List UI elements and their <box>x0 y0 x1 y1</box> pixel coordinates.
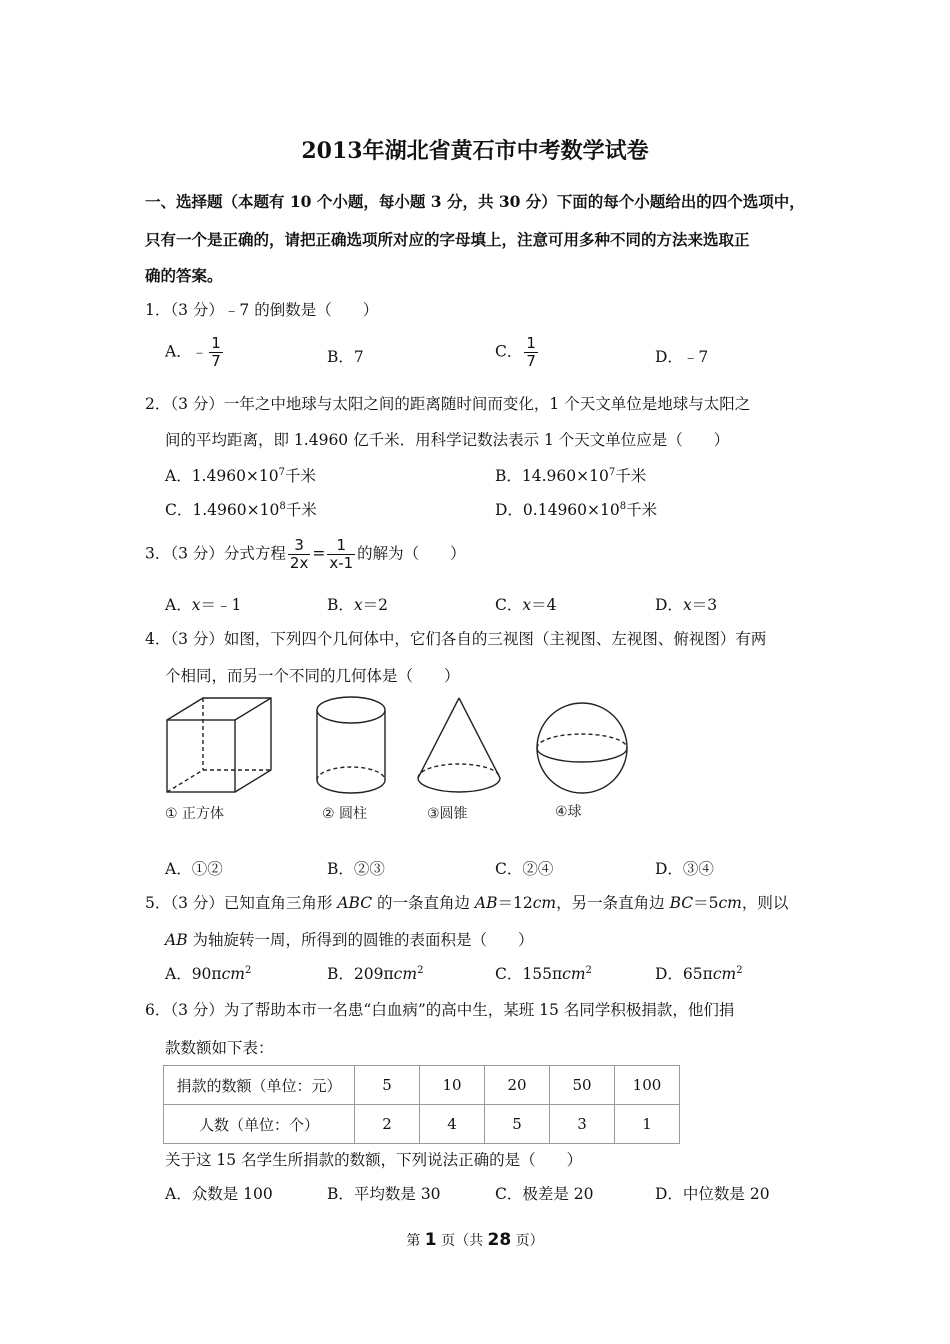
table-cell: 2 <box>355 1105 420 1144</box>
q5-option-d: D．65πcm$^2$ <box>655 965 743 983</box>
table-cell: 5 <box>485 1105 550 1144</box>
q1-option-b: B．7 <box>327 348 364 366</box>
q2-stem-line-2: 间的平均距离，即 1.4960 亿千米．用科学记数法表示 1 个天文单位应是（ ） <box>165 431 730 449</box>
q3-option-d: D．x＝3 <box>655 596 718 614</box>
q1-option-a: A．﹣ $\frac{1}{7}$ <box>165 334 221 370</box>
table-cell: 20 <box>485 1066 550 1105</box>
q4-solids-figure <box>155 690 655 830</box>
q4-option-c: C．②④ <box>495 860 554 878</box>
page-total: 28 <box>487 1230 512 1250</box>
q1-stem: 1．（3 分）﹣7 的倒数是（ ） <box>145 301 379 319</box>
page-number: 1 <box>424 1230 437 1250</box>
section-intro-line-3: 确的答案。 <box>145 266 223 285</box>
sphere-label: ④球 <box>555 804 582 820</box>
cylinder-label: ② 圆柱 <box>322 806 368 822</box>
table-cell: 100 <box>615 1066 680 1105</box>
q6-option-b: B．平均数是 30 <box>327 1185 441 1203</box>
q4-stem-line-2: 个相同，而另一个不同的几何体是（ ） <box>165 667 460 685</box>
q3-option-a: A．x＝﹣1 <box>165 596 242 614</box>
q4-option-d: D．③④ <box>655 860 714 878</box>
table-cell: 5 <box>355 1066 420 1105</box>
q1-option-d: D．﹣7 <box>655 348 709 366</box>
q6-stem-line-2: 款数额如下表： <box>165 1039 274 1057</box>
q6-stem-line-1: 6．（3 分）为了帮助本市一名患“白血病”的高中生，某班 15 名同学积极捐款，他们捐 <box>145 1001 735 1019</box>
cylinder-shape <box>317 697 385 793</box>
q6-option-a: A．众数是 100 <box>165 1185 273 1203</box>
q4-option-a: A．①② <box>165 860 223 878</box>
q5-option-a: A．90πcm$^2$ <box>165 965 252 983</box>
table-cell: 3 <box>550 1105 615 1144</box>
q6-option-c: C．极差是 20 <box>495 1185 594 1203</box>
table-cell: 4 <box>420 1105 485 1144</box>
cone-label: ③圆锥 <box>427 806 468 822</box>
cone-shape <box>418 698 500 792</box>
page-title: 2013年湖北省黄石市中考数学试卷 <box>301 138 649 164</box>
table-cell: 50 <box>550 1066 615 1105</box>
q5-option-c: C．155πcm$^2$ <box>495 965 592 983</box>
table-cell: 10 <box>420 1066 485 1105</box>
q1-option-c: C． $\frac{1}{7}$ <box>495 334 536 370</box>
q2-option-c: C．$1.4960\times 10^8$千米 <box>165 501 317 519</box>
donation-table <box>163 1065 680 1144</box>
q6-question: 关于这 15 名学生所捐款的数额，下列说法正确的是（ ） <box>165 1151 583 1169</box>
q3-option-c: C．x＝4 <box>495 596 557 614</box>
q5-stem-line-2: AB 为轴旋转一周，所得到的圆锥的表面积是（ ） <box>165 931 534 949</box>
q4-stem-line-1: 4．（3 分）如图，下列四个几何体中，它们各自的三视图（主视图、左视图、俯视图）有两 <box>145 630 767 648</box>
q2-option-a: A．$1.4960\times 10^7$千米 <box>165 467 317 485</box>
sphere-shape <box>537 703 627 793</box>
section-intro-line-2: 只有一个是正确的，请把正确选项所对应的字母填上，注意可用多种不同的方法来选取正 <box>145 230 750 249</box>
q3-option-b: B．x＝2 <box>327 596 389 614</box>
q2-option-d: D．$0.14960\times 10^8$千米 <box>495 501 658 519</box>
section-intro-line-1: 一、选择题（本题有 10 个小题，每小题 3 分，共 30 分）下面的每个小题给出的四个选项中， <box>145 192 805 211</box>
table-row-header: 捐款的数额（单位：元） <box>164 1066 355 1105</box>
cube-label: ① 正方体 <box>165 806 225 822</box>
table-row <box>164 1066 680 1105</box>
table-cell: 1 <box>615 1105 680 1144</box>
page-footer: 第 1 页（共 28 页） <box>406 1230 544 1250</box>
q3-stem: 3．（3 分）分式方程 $\frac{3}{2x}$ = $\frac{1}{x-1}$ 的解为（ ） <box>145 536 466 572</box>
q2-option-b: B．$14.960\times 10^7$千米 <box>495 467 647 485</box>
q2-stem-line-1: 2．（3 分）一年之中地球与太阳之间的距离随时间而变化，1 个天文单位是地球与太阳之 <box>145 395 751 413</box>
q6-option-d: D．中位数是 20 <box>655 1185 770 1203</box>
q5-stem-line-1: 5．（3 分）已知直角三角形 ABC 的一条直角边 AB＝12cm，另一条直角边 BC＝5cm，则以 <box>145 894 789 912</box>
q5-option-b: B．209πcm$^2$ <box>327 965 424 983</box>
q4-option-b: B．②③ <box>327 860 385 878</box>
table-row-header: 人数（单位：个） <box>164 1105 355 1144</box>
table-row <box>164 1105 680 1144</box>
cube-shape <box>167 698 271 792</box>
